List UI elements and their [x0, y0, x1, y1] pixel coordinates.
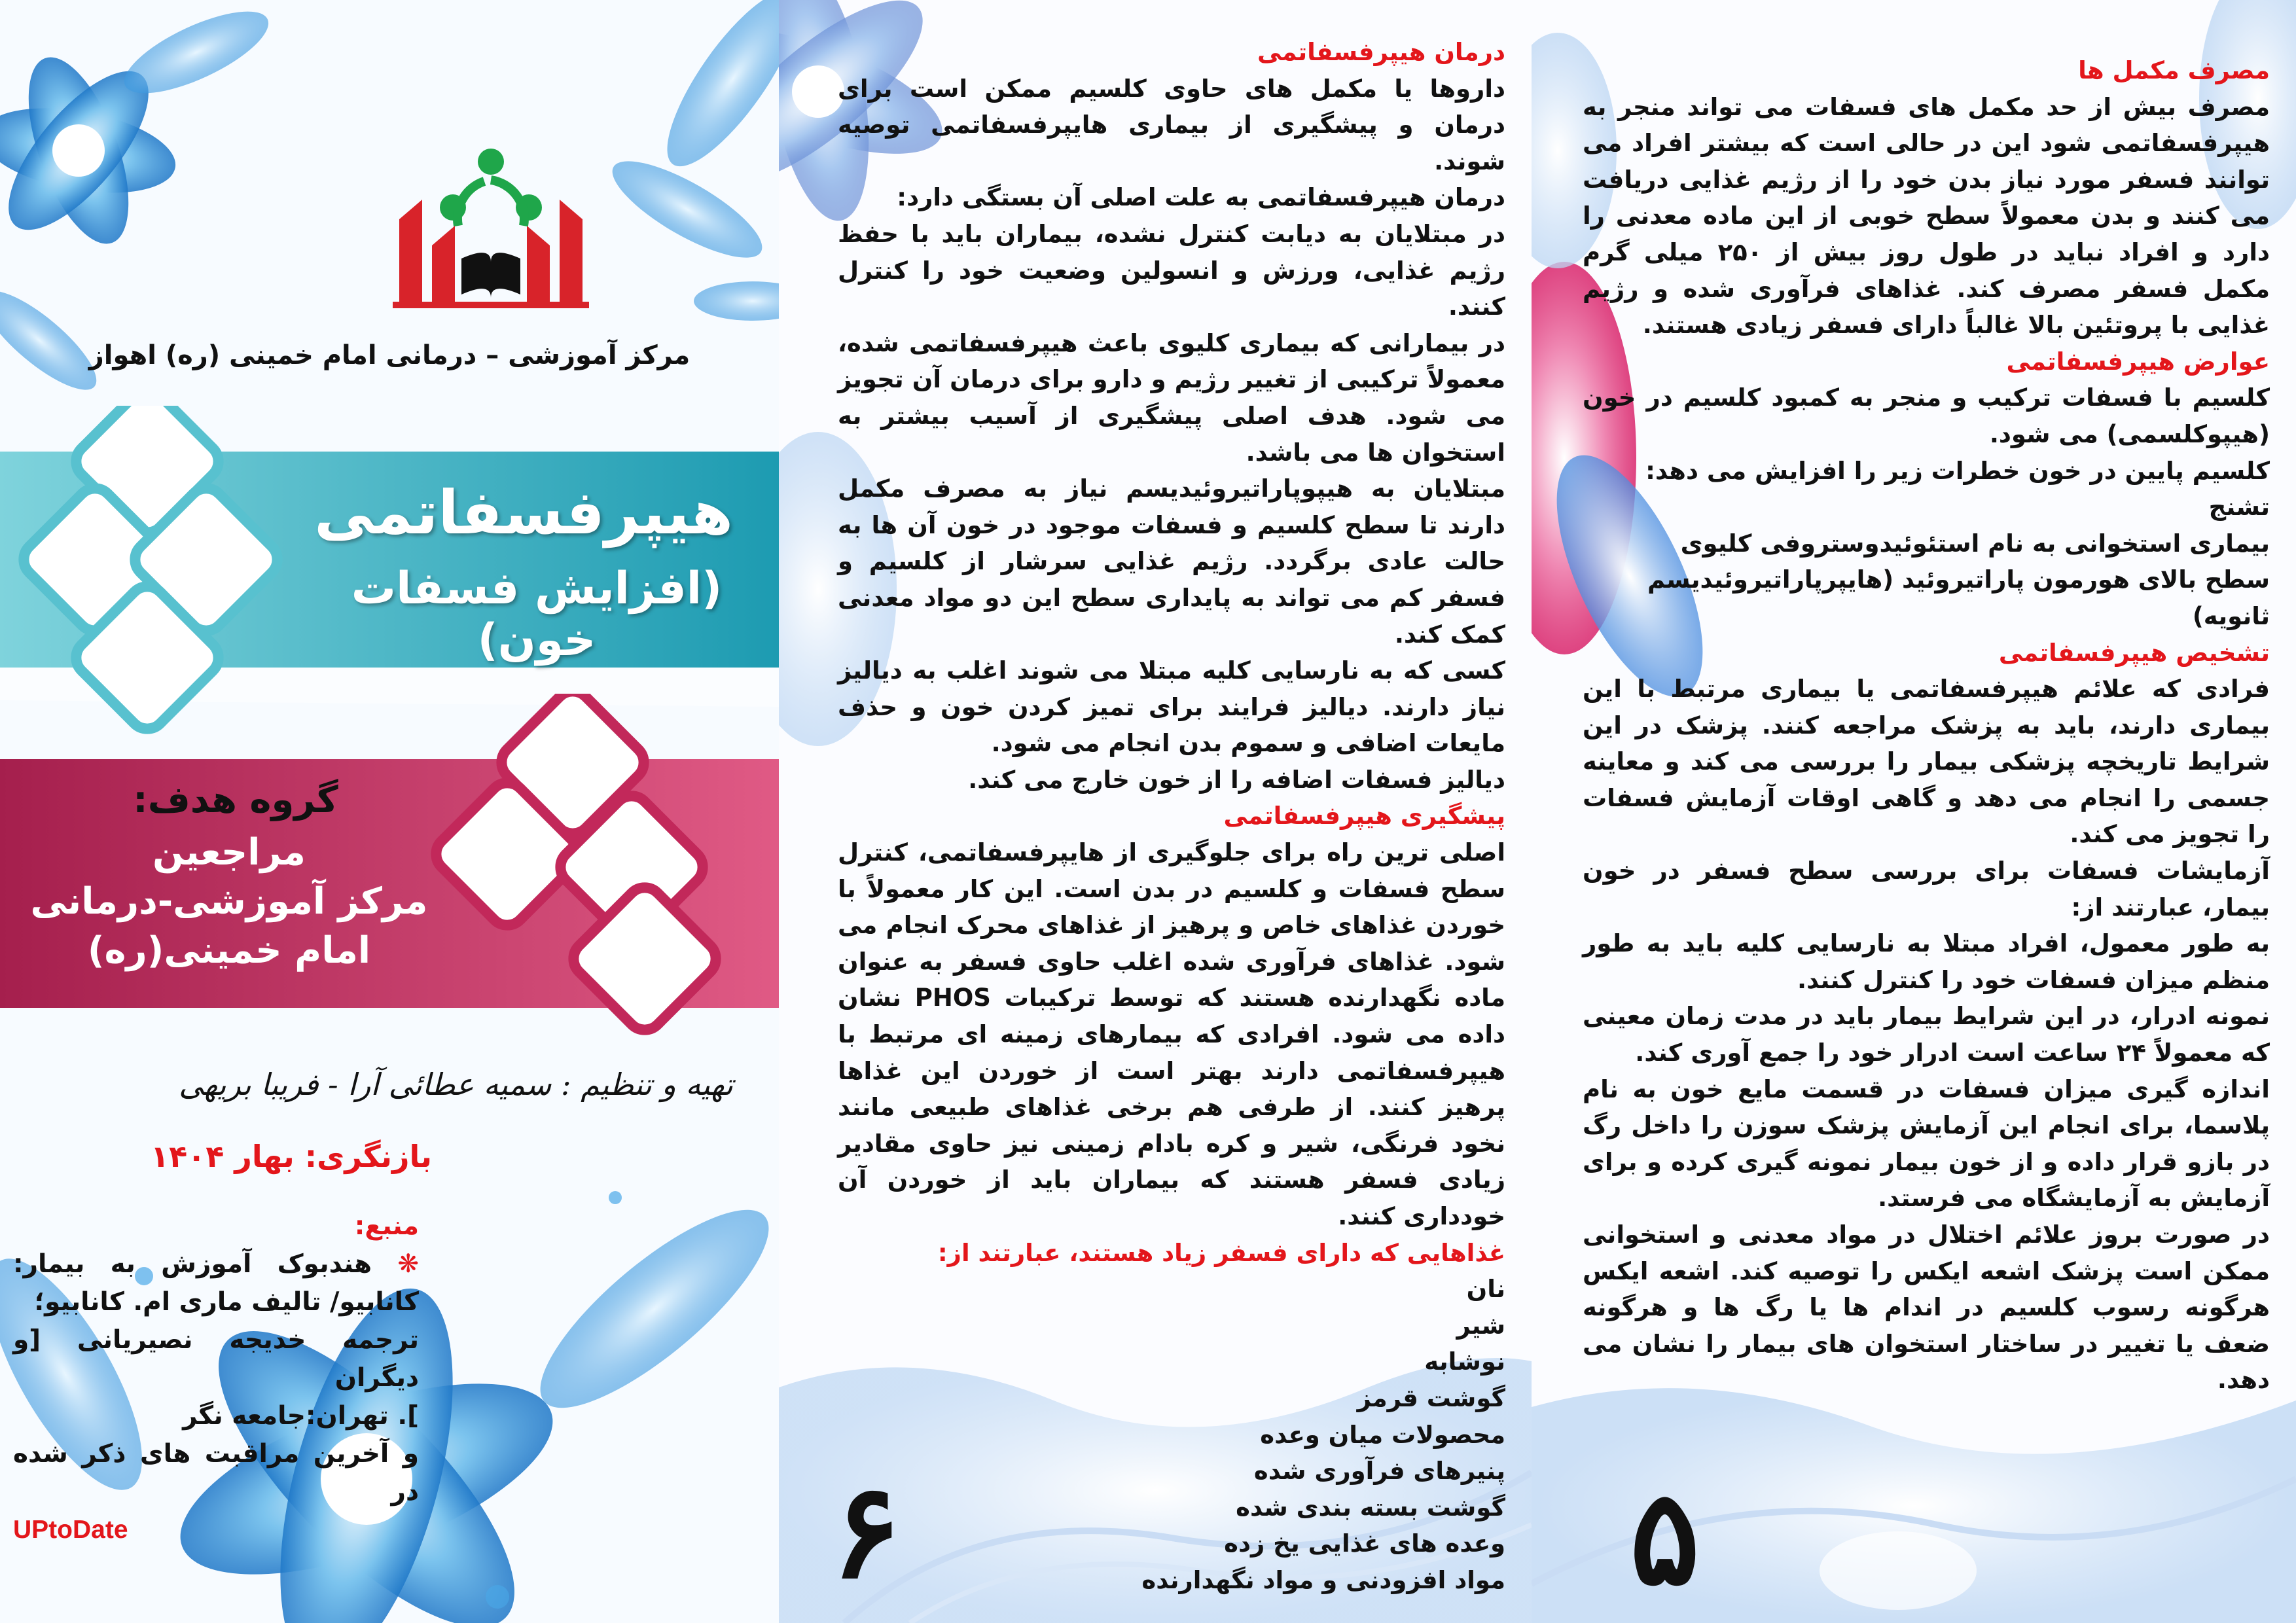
- treatment-paragraph: مبتلایان به هیپوپاراتیروئیدیسم نیاز به مصرف مکمل دارند تا سطح کلسیم و فسفات موجود در خون آن ها به حالت عادی برگردد. رژیم غذایی سرشار از کلسیم و فسفر کم می تواند به پایداری سطح این دو مواد معدنی کمک کند.: [838, 474, 1505, 649]
- supplements-paragraph: مصرف بیش از حد مکمل های فسفات می تواند منجر به هیپرفسفاتمی شود این در حالی است که بیشتر افراد می توانند فسفر مورد نیاز بدن خود را از رژیم غذایی دریافت می کنند و بدن معمولاً سطح خوبی از این ماده معدنی را دارد و افراد نباید در طول روز بیش از ۲۵۰ میلی گرم مکمل فسفر مصرف کند. غذاهای فرآوری شده و رژیم غذایی با پروتئین بالا غالباً دارای فسفر زیادی هستند.: [1583, 92, 2270, 340]
- food-item: نوشابه: [1424, 1347, 1505, 1376]
- revision-date: بازنگری: بهار ۱۴۰۴: [151, 1139, 432, 1174]
- complication-item: سطح بالای هورمون پاراتیروئید (هایپرپاراتیروئیدیسم ثانویه): [1647, 565, 2270, 630]
- source-line: ❋ هندبوک آموزش به بیمار: کانابیو/ تالیف ماری ام. کانابیو؛: [13, 1249, 419, 1317]
- foods-heading: غذاهایی که دارای فسفر زیاد هستند، عبارتند از:: [937, 1238, 1505, 1267]
- diagnosis-heading: تشخیص هیپرفسفاتمی: [1998, 638, 2270, 667]
- supplements-heading: مصرف مکمل ها: [2078, 56, 2270, 84]
- diagnosis-paragraph: فرادی که علائم هیپرفسفاتمی یا بیماری مرتبط با این بیماری دارند، باید به پزشک مراجعه کنند. پزشک در این شرایط تاریخچه پزشکی بیمار را بررسی می کند و معاینه جسمی را انجام می دهد و گاهی اوقات آزمایش فسفات را تجویز می کند.: [1583, 675, 2270, 849]
- complications-paragraph: کلسیم با فسفات ترکیب و منجر به کمبود کلسیم در خون (هیپوکلسمی) می شود.: [1583, 383, 2270, 448]
- cover-title: هیپرفسفاتمی: [314, 478, 733, 548]
- diagnosis-paragraph: به طور معمول، افراد مبتلا به نارسایی کلیه باید به طور منظم میزان فسفات خود را کنترل کنند.: [1583, 929, 2270, 994]
- target-line-1: مراجعین: [152, 831, 306, 874]
- treatment-paragraph: در بیمارانی که بیماری کلیوی باعث هیپرفسفاتمی شده، معمولاً ترکیبی از تغییر رژیم و دارو برای درمان آن تجویز می شود. هدف اصلی پیشگیری از آسیب بیشتر به استخوان ها می باشد.: [838, 329, 1505, 467]
- foods-list: [838, 1271, 1505, 1598]
- page6-text-column: [838, 34, 1505, 1599]
- food-item: گوشت قرمز: [1357, 1383, 1505, 1412]
- source-bullet: ❋: [397, 1249, 419, 1279]
- cover-subtitle: (افزایش فسفات خون): [351, 563, 723, 666]
- food-item: محصولات میان وعده: [1260, 1420, 1505, 1449]
- treatment-paragraph: کسی که به نارسایی کلیه مبتلا می شوند اغلب به دیالیز نیاز دارند. دیالیز فرایند برای تمیز کردن خون و حذف مایعات اضافی و سموم بدن انجام می شود.: [838, 656, 1505, 758]
- prepared-by: تهیه و تنظیم : سمیه عطائی آرا - فریبا بریهی: [179, 1067, 733, 1102]
- source-line: و آخرین مراقبت های ذکر شده در: [13, 1439, 419, 1507]
- prevention-heading: پیشگیری هیپرفسفاتمی: [1223, 802, 1505, 830]
- treatment-heading: درمان هیپرفسفاتمی: [1257, 38, 1505, 66]
- treatment-paragraph: داروها یا مکمل های حاوی کلسیم ممکن است برای درمان و پیشگیری از بیماری هایپرفسفاتمی توصیه شوند.: [838, 74, 1505, 175]
- target-band: [0, 694, 779, 1060]
- source-label: منبع:: [354, 1211, 419, 1241]
- diagnosis-paragraph: آزمایشات فسفات برای بررسی سطح فسفر در خون بیمار، عبارتند از:: [1583, 857, 2270, 921]
- complications-heading: عوارض هیپرفسفاتمی: [2006, 347, 2270, 376]
- target-label: گروه هدف:: [133, 779, 338, 821]
- prevention-paragraph: اصلی ترین راه برای جلوگیری از هایپرفسفاتمی، کنترل سطح فسفات و کلسیم در بدن است. این کار معمولاً با خوردن غذاهای خاص و پرهیز از غذاهای محرک انجام می شود. غذاهای فرآوری شده اغلب حاوی فسفر به عنوان ماده نگهدارنده هستند که توسط ترکیبات PHOS نشان داده می شود. افرادی که بیمارهای زمینه ای مرتبط با هیپرفسفاتمی دارند بهتر است از خوردن این غذاها پرهیز کنند. از طرفی هم برخی غذاهای طبیعی مانند نخود فرنگی، شیر و کره بادام زمینی نیز حاوی مقادیر زیادی فسفر هستند که بیماران باید از خوردن آن خودداری کنند.: [838, 838, 1505, 1230]
- page5-text-column: [1583, 52, 2270, 1399]
- target-line-2: مرکز آموزشی-درمانی: [30, 880, 428, 923]
- institution-name: مرکز آموزشی – درمانی امام خمینی (ره) اهواز: [88, 340, 691, 370]
- food-item: گوشت بسته بندی شده: [1236, 1493, 1505, 1522]
- source-line: ]. تهران:جامعه نگر: [183, 1401, 419, 1431]
- treatment-paragraph: در مبتلایان به دیابت کنترل نشده، بیماران باید با حفظ رژیم غذایی، ورزش و انسولین وضعیت خود را کنترل کنند.: [838, 219, 1505, 321]
- food-item: پنیرهای فرآوری شده: [1253, 1457, 1505, 1486]
- treatment-paragraph: درمان هیپرفسفاتمی به علت اصلی آن بستگی دارد:: [897, 183, 1505, 212]
- diagnosis-paragraph: نمونه ادرار، در این شرایط بیمار باید در مدت زمان معینی که معمولاً ۲۴ ساعت است ادرار خود را جمع آوری کند.: [1583, 1002, 2270, 1067]
- food-item: مواد افزودنی و مواد نگهدارنده: [1141, 1565, 1505, 1594]
- diagnosis-paragraph: در صورت بروز علائم اختلال در مواد معدنی و استخوانی ممکن است پزشک اشعه ایکس را توصیه کند. اشعه ایکس هرگونه رسوب کلسیم در اندام ها یا رگ ها و هرگونه ضعف یا تغییر در ساختار استخوان های بیمار را نشان می دهد.: [1583, 1221, 2270, 1395]
- food-item: شیر: [1456, 1311, 1505, 1340]
- source-block: [13, 1207, 419, 1549]
- food-item: وعده های غذایی یخ زده: [1224, 1529, 1505, 1558]
- source-line: ترجمه خدیجه نصیریانی [و دیگران: [13, 1325, 419, 1393]
- treatment-paragraph: دیالیز فسفات اضافه را از خون خارج می کند.: [968, 765, 1505, 794]
- page-number-5: ۵: [1630, 1461, 1700, 1614]
- complications-paragraph: کلسیم پایین در خون خطرات زیر را افزایش می دهد:: [1645, 456, 2270, 485]
- hospital-logo: [393, 147, 589, 311]
- diagnosis-paragraph: اندازه گیری میزان فسفات در قسمت مایع خون به نام پلاسما، برای انجام این آزمایش پزشک سوزن را داخل رگ در بازو قرار داده و از خون بیمار نمونه گیری کرده و برای آزمایش به آزمایشگاه می فرستد.: [1583, 1075, 2270, 1213]
- target-line-3: امام خمینی(ره): [87, 929, 371, 972]
- source-uptodate: UPtoDate: [13, 1516, 128, 1544]
- food-item: نان: [1466, 1275, 1505, 1304]
- page-6-panel: [779, 0, 1532, 1623]
- page-5-panel: [1532, 0, 2296, 1623]
- complication-item: بیماری استخوانی به نام استئوئیدوستروفی کلیوی: [1680, 529, 2270, 558]
- complication-item: تشنج: [2208, 493, 2270, 522]
- cover-panel: [0, 0, 779, 1623]
- page-number-6: ۶: [831, 1454, 902, 1608]
